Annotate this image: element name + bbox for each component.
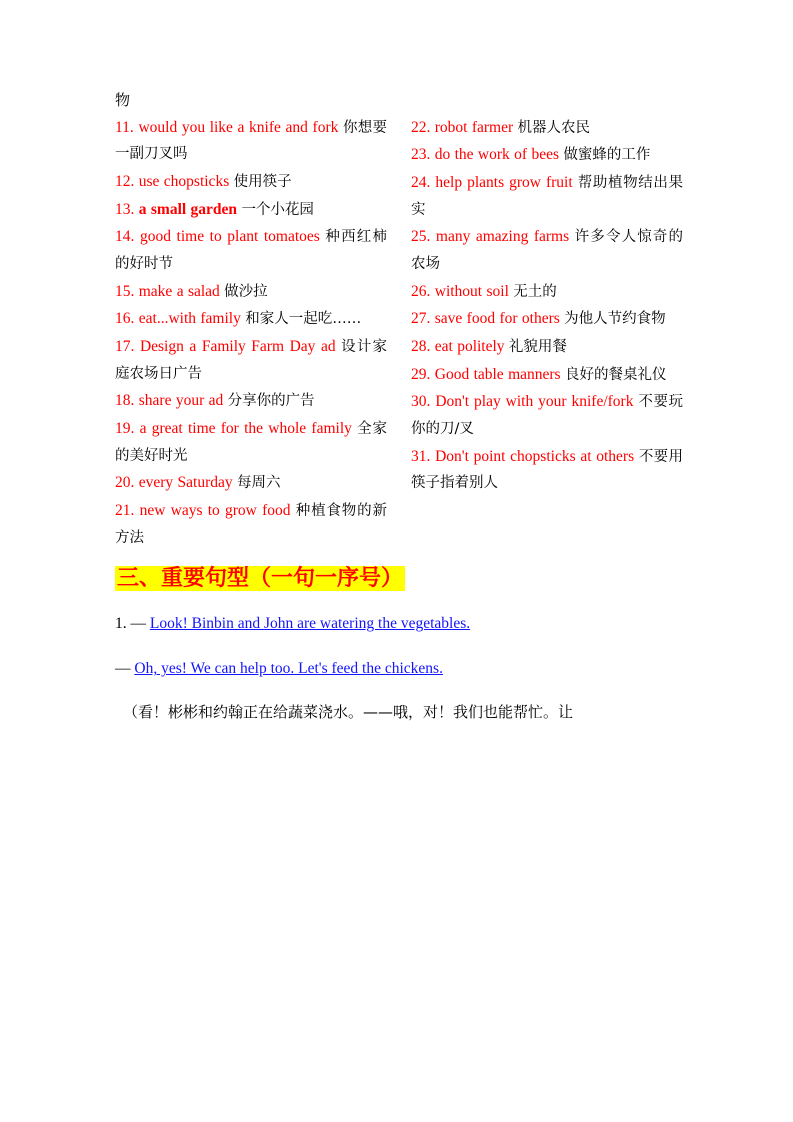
entry-number: 31. — [411, 447, 431, 465]
entry-number: 25. — [411, 228, 431, 246]
entry-english: every Saturday — [138, 474, 233, 492]
entry-number: 19. — [115, 420, 135, 438]
entry-number: 29. — [411, 365, 431, 383]
vocab-entry — [115, 334, 387, 387]
entry-english: Don't play with your knife/fork — [435, 393, 634, 411]
sentence-pattern-block — [115, 609, 678, 727]
entry-number: 26. — [411, 282, 431, 300]
entry-chinese: 种植食物的新方法 — [115, 502, 388, 546]
entry-english: without soil — [434, 282, 509, 300]
entry-chinese: 每周六 — [237, 475, 281, 492]
entry-number: 17. — [115, 338, 135, 356]
vocab-entry — [115, 169, 387, 196]
vocab-entry — [115, 306, 387, 333]
entry-chinese: 帮助植物结出果实 — [411, 175, 684, 218]
vocab-entry — [411, 224, 683, 277]
entry-english: Don't point chopsticks at others — [435, 447, 635, 465]
entry-chinese: 许多令人惊奇的农场 — [411, 229, 684, 273]
entry-chinese: 礼貌用餐 — [508, 339, 567, 356]
entry-english: use chopsticks — [138, 173, 230, 191]
entry-chinese: 不要玩你的刀/叉 — [411, 394, 684, 438]
entry-chinese: 设计家庭农场日广告 — [115, 339, 388, 382]
entry-number: 30. — [411, 393, 431, 411]
vocab-entry — [411, 115, 683, 142]
entry-english: a small garden — [138, 200, 238, 218]
entry-english: eat...with family — [138, 310, 241, 328]
entry-chinese: 做沙拉 — [224, 283, 268, 300]
entry-english: save food for others — [434, 310, 560, 328]
sentence-number: 1. — [115, 615, 127, 633]
vocab-entry — [411, 444, 683, 497]
entry-chinese: 做蜜蜂的工作 — [563, 147, 651, 164]
vocab-entry — [115, 388, 387, 415]
sentence-translation: （看！彬彬和约翰正在给蔬菜浇水。——哦，对！我们也能帮忙。让 — [123, 703, 574, 722]
section-heading-text: 三、重要句型（一句一序号） — [117, 566, 404, 592]
entry-number: 27. — [411, 310, 431, 328]
entry-english: new ways to grow food — [139, 501, 291, 519]
sentence-line-2 — [115, 654, 678, 683]
entry-number: 12. — [115, 173, 135, 191]
vocab-entry — [115, 416, 387, 469]
entry-english: do the work of bees — [434, 146, 559, 164]
entry-english: help plants grow fruit — [435, 174, 573, 192]
entry-chinese: 一个小花园 — [241, 201, 314, 218]
sentence-english-2: Oh, yes! We can help too. Let's feed the chickens. — [134, 660, 443, 678]
entry-number: 14. — [115, 228, 135, 246]
vocab-entry — [411, 279, 683, 306]
vocab-entry — [115, 197, 387, 224]
two-column-vocab-list — [115, 115, 684, 553]
vocab-entry — [411, 170, 683, 223]
entry-english: robot farmer — [434, 118, 514, 136]
section-heading — [115, 564, 678, 594]
dialogue-dash: — — [130, 615, 146, 633]
entry-number: 15. — [115, 282, 135, 300]
entry-english: a great time for the whole family — [139, 420, 352, 438]
entry-number: 16. — [115, 310, 135, 328]
entry-number: 22. — [411, 118, 431, 136]
entry-number: 21. — [115, 501, 135, 519]
entry-number: 11. — [115, 118, 134, 136]
sentence-english-1: Look! Binbin and John are watering the vegetables. — [149, 615, 471, 633]
entry-chinese: 和家人一起吃…… — [245, 311, 362, 328]
entry-english: Design a Family Farm Day ad — [139, 338, 336, 356]
entry-chinese: 分享你的广告 — [227, 393, 315, 410]
vocab-entry — [411, 306, 683, 333]
vocab-entry — [411, 389, 683, 442]
vocab-entry — [115, 115, 387, 168]
entry-chinese: 你想要一副刀叉吗 — [115, 119, 387, 163]
entry-number: 28. — [411, 338, 431, 356]
entry-chinese: 全家的美好时光 — [115, 421, 387, 464]
vocab-entry — [115, 279, 387, 306]
vocab-entry — [115, 224, 387, 277]
vocab-entry — [411, 334, 683, 361]
entry-english: eat politely — [434, 338, 505, 356]
entry-english: would you like a knife and fork — [138, 118, 339, 136]
entry-number: 18. — [115, 392, 135, 410]
vocab-entry — [411, 362, 683, 389]
entry-chinese: 机器人农民 — [517, 119, 591, 136]
entry-english: share your ad — [138, 392, 224, 410]
top-continuation-text: 物 — [115, 91, 131, 109]
entry-english: Good table manners — [434, 365, 561, 383]
vocab-entry — [411, 142, 683, 169]
entry-number: 20. — [115, 474, 135, 492]
left-column — [115, 115, 387, 553]
sentence-line-1 — [115, 609, 678, 638]
vocab-entry — [115, 470, 387, 497]
entry-chinese: 使用筷子 — [233, 174, 292, 191]
entry-number: 24. — [411, 174, 431, 192]
entry-english: make a salad — [138, 282, 220, 300]
entry-chinese: 不要用筷子指着别人 — [411, 448, 684, 492]
dialogue-dash: — — [115, 660, 131, 678]
entry-chinese: 良好的餐桌礼仪 — [564, 366, 667, 383]
entry-number: 23. — [411, 146, 431, 164]
entry-chinese: 为他人节约食物 — [564, 311, 666, 328]
entry-chinese: 种西红柿的好时节 — [115, 229, 388, 273]
vocab-entry — [115, 498, 387, 551]
entry-number: 13. — [115, 200, 135, 218]
right-column — [411, 115, 683, 553]
entry-chinese: 无土的 — [513, 283, 557, 300]
entry-english: good time to plant tomatoes — [139, 228, 320, 246]
entry-english: many amazing farms — [435, 228, 570, 246]
